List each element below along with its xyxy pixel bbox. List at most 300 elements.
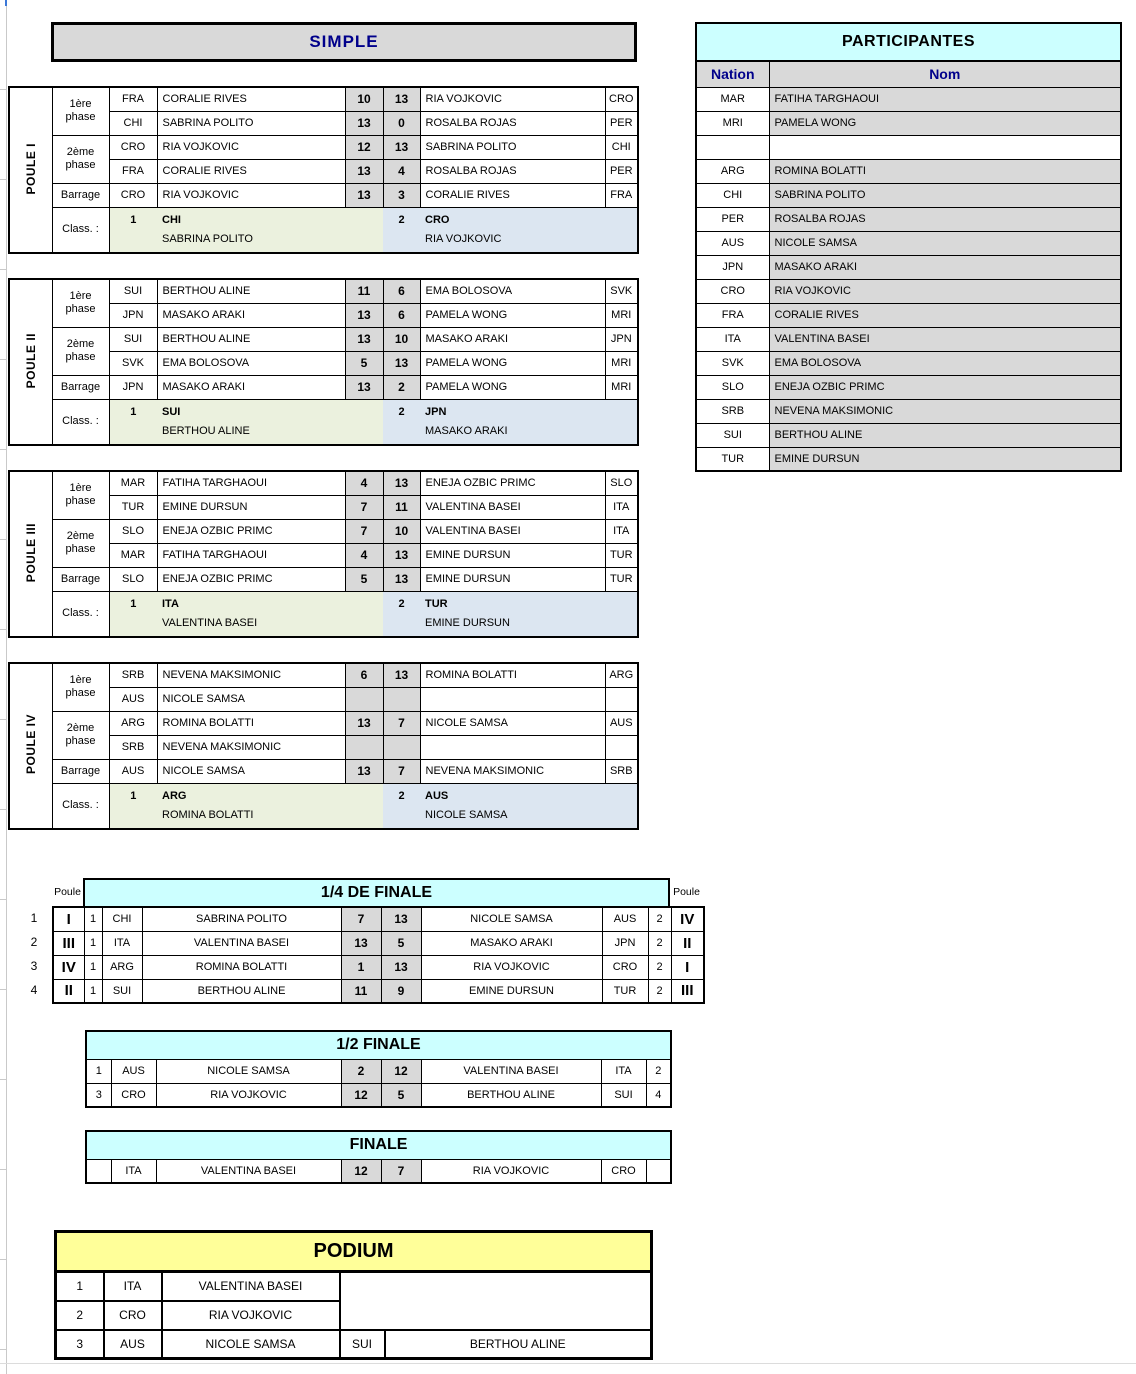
quarter-table — [52, 906, 705, 1004]
player-cell: PAMELA WONG — [420, 375, 605, 399]
player-cell: RIA VOJKOVIC — [421, 1159, 601, 1183]
rank-cell: 3 — [56, 1330, 104, 1359]
nation-cell: CRO — [111, 1083, 156, 1107]
poule-column-label-right: Poule — [673, 886, 700, 898]
participant-nation: SVK — [696, 351, 769, 375]
participant-name: MASAKO ARAKI — [769, 255, 1121, 279]
player-cell: VALENTINA BASEI — [421, 1059, 601, 1083]
nation-cell: MRI — [605, 375, 638, 399]
participant-name: FATIHA TARGHAOUI — [769, 87, 1121, 111]
quarter-header — [52, 878, 703, 906]
player-cell: ROMINA BOLATTI — [142, 955, 341, 979]
score-cell: 7 — [345, 495, 383, 519]
score-cell: 6 — [345, 663, 383, 687]
participant-name: ROMINA BOLATTI — [769, 159, 1121, 183]
player-cell: NICOLE SAMSA — [421, 907, 602, 931]
player-cell: FATIHA TARGHAOUI — [157, 471, 345, 495]
margin-gridline-vertical — [6, 0, 7, 1374]
nation-cell: ITA — [111, 1159, 156, 1183]
poule-column-label-left: Poule — [54, 886, 81, 898]
match-row — [53, 931, 704, 955]
pool-name: POULE IV — [23, 714, 38, 775]
nation-cell: CRO — [109, 183, 157, 207]
classement-second: AUS NICOLE SAMSA — [420, 783, 638, 829]
score-cell: 2 — [341, 1059, 381, 1083]
player-cell — [420, 687, 605, 711]
poule-origin-cell: I — [671, 955, 704, 979]
nation-cell: SLO — [109, 519, 157, 543]
phase-label: 2ème phase — [52, 711, 109, 759]
player-cell: CORALIE RIVES — [157, 87, 345, 111]
nation-cell: SRB — [605, 759, 638, 783]
player-cell: ENEJA OZBIC PRIMC — [157, 567, 345, 591]
score-cell: 13 — [381, 955, 421, 979]
match-row — [9, 327, 638, 351]
score-cell: 4 — [383, 159, 420, 183]
player-cell: EMINE DURSUN — [420, 543, 605, 567]
player-cell: NICOLE SAMSA — [162, 1330, 340, 1359]
seed-cell: 2 — [648, 931, 671, 955]
player-cell: PAMELA WONG — [420, 351, 605, 375]
participant-row — [696, 399, 1121, 423]
match-row — [86, 1059, 671, 1083]
participant-name: NEVENA MAKSIMONIC — [769, 399, 1121, 423]
phase-label: 1ère phase — [52, 87, 109, 135]
match-row — [53, 907, 704, 931]
score-cell: 13 — [345, 759, 383, 783]
classement-row — [9, 207, 638, 253]
player-cell: ROMINA BOLATTI — [420, 663, 605, 687]
score-cell: 13 — [345, 375, 383, 399]
nation-cell: TUR — [605, 567, 638, 591]
score-cell: 9 — [381, 979, 421, 1003]
score-cell: 13 — [383, 471, 420, 495]
rank-cell: 1 — [109, 783, 157, 829]
nation-cell: CRO — [601, 1159, 646, 1183]
nation-cell: JPN — [605, 327, 638, 351]
score-cell: 1 — [341, 955, 381, 979]
nation-cell: PER — [605, 111, 638, 135]
nation-cell: SLO — [109, 567, 157, 591]
quarter-margin-numbers — [24, 906, 44, 1002]
score-cell: 7 — [383, 711, 420, 735]
poule-origin-cell: II — [671, 931, 704, 955]
rank-cell: 1 — [109, 591, 157, 637]
participant-nation: SUI — [696, 423, 769, 447]
page-break-mark — [5, 0, 7, 6]
participant-nation: ITA — [696, 327, 769, 351]
player-cell: EMINE DURSUN — [420, 567, 605, 591]
player-cell: RIA VOJKOVIC — [156, 1083, 341, 1107]
score-cell: 13 — [345, 711, 383, 735]
phase-label: Barrage — [52, 567, 109, 591]
score-cell: 5 — [345, 567, 383, 591]
player-cell: ENEJA OZBIC PRIMC — [157, 519, 345, 543]
nation-cell: JPN — [602, 931, 648, 955]
semifinal-title: 1/2 FINALE — [86, 1031, 671, 1059]
player-cell: ENEJA OZBIC PRIMC — [420, 471, 605, 495]
participant-nation — [696, 135, 769, 159]
seed-cell: 1 — [84, 931, 102, 955]
classement-label: Class. : — [52, 591, 109, 637]
classement-second: TUR EMINE DURSUN — [420, 591, 638, 637]
score-cell: 2 — [383, 375, 420, 399]
player-cell: CORALIE RIVES — [157, 159, 345, 183]
score-cell: 13 — [383, 351, 420, 375]
simple-title-box — [51, 22, 637, 62]
player-cell: NEVENA MAKSIMONIC — [420, 759, 605, 783]
final-title: FINALE — [86, 1131, 671, 1159]
nation-cell: ITA — [104, 1272, 162, 1301]
participant-nation: ARG — [696, 159, 769, 183]
bottom-gridline — [0, 1363, 1136, 1364]
participant-row — [696, 255, 1121, 279]
score-cell: 13 — [383, 663, 420, 687]
nation-cell: TUR — [605, 543, 638, 567]
player-cell: RIA VOJKOVIC — [157, 135, 345, 159]
score-cell: 13 — [383, 135, 420, 159]
player-cell: EMA BOLOSOVA — [420, 279, 605, 303]
nation-cell: PER — [605, 159, 638, 183]
player-cell: EMINE DURSUN — [421, 979, 602, 1003]
seed-cell: 1 — [84, 979, 102, 1003]
classement-first: ITA VALENTINA BASEI — [157, 591, 383, 637]
match-row — [9, 519, 638, 543]
pool-label-cell — [9, 471, 52, 637]
participant-row — [696, 327, 1121, 351]
player-cell: BERTHOU ALINE — [157, 327, 345, 351]
score-cell: 10 — [383, 519, 420, 543]
score-cell — [345, 735, 383, 759]
classement-label: Class. : — [52, 399, 109, 445]
player-cell: ROMINA BOLATTI — [157, 711, 345, 735]
score-cell: 4 — [345, 543, 383, 567]
nation-cell — [605, 687, 638, 711]
score-cell: 13 — [345, 111, 383, 135]
player-cell: ROSALBA ROJAS — [420, 159, 605, 183]
participant-nation: CRO — [696, 279, 769, 303]
score-cell: 12 — [341, 1083, 381, 1107]
match-row — [9, 663, 638, 687]
player-cell: NEVENA MAKSIMONIC — [157, 735, 345, 759]
participant-name: ROSALBA ROJAS — [769, 207, 1121, 231]
participant-name: BERTHOU ALINE — [769, 423, 1121, 447]
seed-cell: 2 — [646, 1059, 671, 1083]
score-cell: 13 — [345, 327, 383, 351]
nation-cell: MAR — [109, 471, 157, 495]
score-cell: 0 — [383, 111, 420, 135]
participant-nation: MRI — [696, 111, 769, 135]
participant-nation: TUR — [696, 447, 769, 471]
score-cell: 3 — [383, 183, 420, 207]
nation-cell: ITA — [601, 1059, 646, 1083]
rank-cell: 1 — [109, 207, 157, 253]
score-cell: 6 — [383, 303, 420, 327]
poule-1-table — [8, 86, 639, 254]
podium-row — [56, 1330, 652, 1359]
seed-cell: 4 — [646, 1083, 671, 1107]
nation-cell: AUS — [104, 1330, 162, 1359]
nation-cell: JPN — [109, 375, 157, 399]
player-cell: ROSALBA ROJAS — [420, 111, 605, 135]
match-row — [9, 87, 638, 111]
player-cell: SABRINA POLITO — [420, 135, 605, 159]
participant-nation: CHI — [696, 183, 769, 207]
classement-row — [9, 591, 638, 637]
name-column-header: Nom — [769, 61, 1121, 87]
score-cell: 13 — [381, 907, 421, 931]
score-cell: 7 — [383, 759, 420, 783]
nation-cell: SRB — [109, 735, 157, 759]
poule-origin-cell: I — [53, 907, 84, 931]
nation-cell: ARG — [102, 955, 142, 979]
phase-label: 2ème phase — [52, 327, 109, 375]
player-cell: NICOLE SAMSA — [157, 687, 345, 711]
match-row — [9, 471, 638, 495]
podium-table — [54, 1230, 653, 1360]
nation-cell: CRO — [602, 955, 648, 979]
participant-nation: MAR — [696, 87, 769, 111]
podium-title: PODIUM — [56, 1232, 652, 1272]
participant-row — [696, 159, 1121, 183]
simple-title: SIMPLE — [309, 32, 379, 51]
classement-row — [9, 399, 638, 445]
nation-cell: CRO — [109, 135, 157, 159]
player-cell: NICOLE SAMSA — [156, 1059, 341, 1083]
seed-cell — [86, 1159, 111, 1183]
seed-cell: 2 — [648, 979, 671, 1003]
match-row — [53, 979, 704, 1003]
player-cell: PAMELA WONG — [420, 303, 605, 327]
seed-cell: 1 — [86, 1059, 111, 1083]
classement-second: JPN MASAKO ARAKI — [420, 399, 638, 445]
score-cell: 10 — [383, 327, 420, 351]
match-row — [53, 955, 704, 979]
player-cell: RIA VOJKOVIC — [157, 183, 345, 207]
rank-cell: 1 — [109, 399, 157, 445]
participant-nation: FRA — [696, 303, 769, 327]
margin-number: 4 — [30, 983, 38, 997]
player-cell: VALENTINA BASEI — [162, 1272, 340, 1301]
seed-cell: 3 — [86, 1083, 111, 1107]
score-cell: 13 — [383, 87, 420, 111]
classement-label: Class. : — [52, 783, 109, 829]
classement-first: CHI SABRINA POLITO — [157, 207, 383, 253]
nation-cell: AUS — [109, 687, 157, 711]
phase-label: 2ème phase — [52, 135, 109, 183]
participant-name: EMA BOLOSOVA — [769, 351, 1121, 375]
rank-cell: 2 — [383, 399, 420, 445]
classement-row — [9, 783, 638, 829]
pool-label-cell — [9, 279, 52, 445]
participant-name — [769, 135, 1121, 159]
margin-number: 2 — [30, 935, 38, 949]
player-cell: MASAKO ARAKI — [157, 303, 345, 327]
participant-nation: PER — [696, 207, 769, 231]
score-cell: 10 — [345, 87, 383, 111]
nation-cell — [605, 735, 638, 759]
match-row — [9, 135, 638, 159]
player-cell: BERTHOU ALINE — [421, 1083, 601, 1107]
player-cell — [420, 735, 605, 759]
poule-2-table — [8, 278, 639, 446]
score-cell — [383, 735, 420, 759]
score-cell: 13 — [345, 183, 383, 207]
nation-cell: SVK — [605, 279, 638, 303]
nation-cell: FRA — [109, 87, 157, 111]
player-cell: NICOLE SAMSA — [420, 711, 605, 735]
score-cell: 13 — [383, 543, 420, 567]
player-cell: EMA BOLOSOVA — [157, 351, 345, 375]
poule-4-table — [8, 662, 639, 830]
player-cell: BERTHOU ALINE — [157, 279, 345, 303]
player-cell: NEVENA MAKSIMONIC — [157, 663, 345, 687]
player-cell: BERTHOU ALINE — [142, 979, 341, 1003]
nation-cell: CHI — [109, 111, 157, 135]
nation-cell: TUR — [602, 979, 648, 1003]
phase-label: Barrage — [52, 183, 109, 207]
match-row — [86, 1159, 671, 1183]
match-row — [9, 279, 638, 303]
score-cell: 13 — [383, 567, 420, 591]
score-cell: 11 — [345, 279, 383, 303]
match-row — [9, 567, 638, 591]
match-row — [9, 759, 638, 783]
nation-cell: SUI — [340, 1330, 385, 1359]
participant-row — [696, 375, 1121, 399]
score-cell: 12 — [341, 1159, 381, 1183]
nation-cell: SUI — [601, 1083, 646, 1107]
score-cell: 13 — [345, 303, 383, 327]
seed-cell: 2 — [648, 955, 671, 979]
player-cell: SABRINA POLITO — [157, 111, 345, 135]
player-cell: FATIHA TARGHAOUI — [157, 543, 345, 567]
participant-name: VALENTINA BASEI — [769, 327, 1121, 351]
participant-row — [696, 135, 1121, 159]
nation-cell: SLO — [605, 471, 638, 495]
rank-cell: 2 — [383, 591, 420, 637]
phase-label: 1ère phase — [52, 279, 109, 327]
participant-name: ENEJA OZBIC PRIMC — [769, 375, 1121, 399]
nation-cell: SUI — [109, 327, 157, 351]
player-cell: RIA VOJKOVIC — [420, 87, 605, 111]
nation-cell: SVK — [109, 351, 157, 375]
poule-origin-cell: III — [671, 979, 704, 1003]
match-row — [9, 183, 638, 207]
nation-cell: FRA — [109, 159, 157, 183]
score-cell: 7 — [341, 907, 381, 931]
final-table — [85, 1130, 672, 1184]
participant-name: CORALIE RIVES — [769, 303, 1121, 327]
nation-cell: SUI — [102, 979, 142, 1003]
score-cell — [345, 687, 383, 711]
match-row — [9, 711, 638, 735]
player-cell: MASAKO ARAKI — [420, 327, 605, 351]
score-cell: 6 — [383, 279, 420, 303]
nation-cell: FRA — [605, 183, 638, 207]
podium-empty-cell — [340, 1272, 652, 1330]
margin-number: 1 — [30, 911, 38, 925]
player-cell: MASAKO ARAKI — [421, 931, 602, 955]
classement-first: ARG ROMINA BOLATTI — [157, 783, 383, 829]
participant-name: PAMELA WONG — [769, 111, 1121, 135]
pool-label-cell — [9, 87, 52, 253]
nation-cell: CHI — [102, 907, 142, 931]
score-cell: 4 — [345, 471, 383, 495]
nation-cell: MAR — [109, 543, 157, 567]
participant-name: SABRINA POLITO — [769, 183, 1121, 207]
participant-row — [696, 447, 1121, 471]
score-cell: 11 — [341, 979, 381, 1003]
nation-cell: ITA — [605, 519, 638, 543]
participant-row — [696, 111, 1121, 135]
pool-name: POULE I — [23, 142, 38, 195]
participant-name: RIA VOJKOVIC — [769, 279, 1121, 303]
nation-cell: MRI — [605, 303, 638, 327]
pool-name: POULE II — [23, 332, 38, 389]
score-cell: 12 — [381, 1059, 421, 1083]
participant-row — [696, 279, 1121, 303]
player-cell: VALENTINA BASEI — [420, 519, 605, 543]
phase-label: 2ème phase — [52, 519, 109, 567]
player-cell: VALENTINA BASEI — [156, 1159, 341, 1183]
nation-cell: JPN — [109, 303, 157, 327]
seed-cell: 2 — [648, 907, 671, 931]
score-cell: 13 — [341, 931, 381, 955]
player-cell: NICOLE SAMSA — [157, 759, 345, 783]
phase-label: Barrage — [52, 759, 109, 783]
nation-cell: CRO — [104, 1301, 162, 1330]
match-row — [9, 375, 638, 399]
nation-cell: ITA — [605, 495, 638, 519]
nation-cell: AUS — [602, 907, 648, 931]
participant-nation: SLO — [696, 375, 769, 399]
poule-origin-cell: IV — [53, 955, 84, 979]
participant-row — [696, 87, 1121, 111]
podium-row — [56, 1272, 652, 1301]
rank-cell: 2 — [383, 207, 420, 253]
nation-column-header: Nation — [696, 61, 769, 87]
nation-cell: TUR — [109, 495, 157, 519]
margin-number: 3 — [30, 959, 38, 973]
classement-label: Class. : — [52, 207, 109, 253]
phase-label: 1ère phase — [52, 471, 109, 519]
pool-label-cell — [9, 663, 52, 829]
participants-table — [695, 22, 1122, 472]
seed-cell: 1 — [84, 907, 102, 931]
score-cell: 7 — [381, 1159, 421, 1183]
nation-cell: CRO — [605, 87, 638, 111]
participant-row — [696, 183, 1121, 207]
poule-3-table — [8, 470, 639, 638]
phase-label: Barrage — [52, 375, 109, 399]
nation-cell: AUS — [111, 1059, 156, 1083]
player-cell: VALENTINA BASEI — [420, 495, 605, 519]
nation-cell: AUS — [605, 711, 638, 735]
participant-row — [696, 207, 1121, 231]
semifinal-table — [85, 1030, 672, 1108]
nation-cell: MRI — [605, 351, 638, 375]
nation-cell: SUI — [109, 279, 157, 303]
seed-cell: 1 — [84, 955, 102, 979]
poule-origin-cell: IV — [671, 907, 704, 931]
nation-cell: ITA — [102, 931, 142, 955]
participant-nation: AUS — [696, 231, 769, 255]
participant-row — [696, 303, 1121, 327]
nation-cell: SRB — [109, 663, 157, 687]
phase-label: 1ère phase — [52, 663, 109, 711]
participant-row — [696, 423, 1121, 447]
